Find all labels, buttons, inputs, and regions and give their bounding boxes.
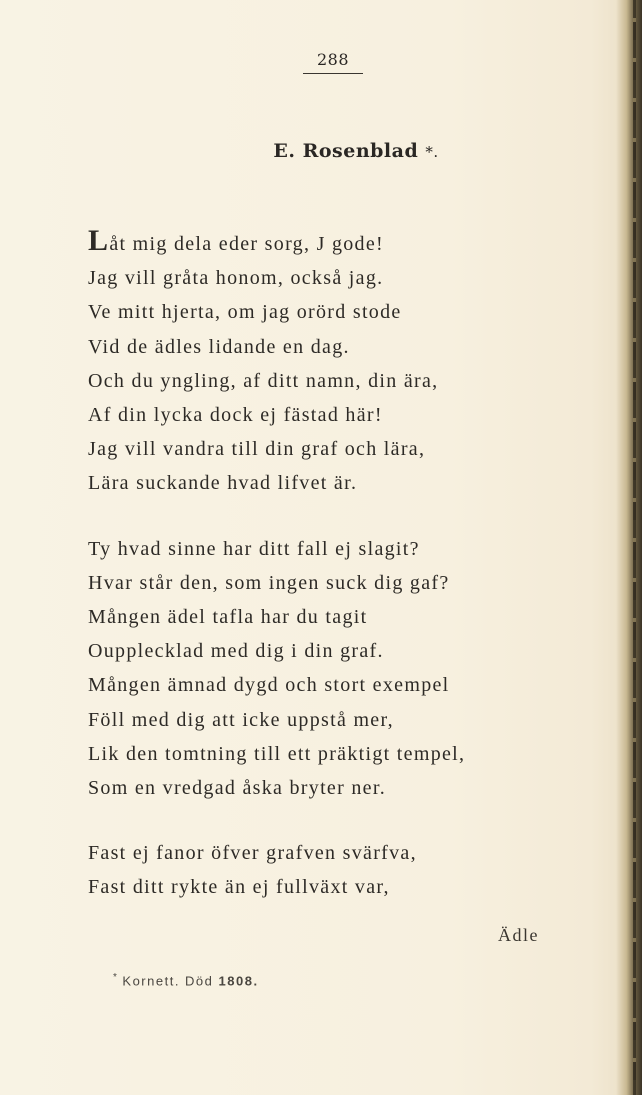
page-edge-shadow <box>616 0 642 1095</box>
poem-line: Föll med dig att icke uppstå mer, <box>88 708 394 731</box>
poem-line-rest: åt mig dela eder sorg, J gode! <box>109 233 384 255</box>
poem-line: Som en vredgad åska bryter ner. <box>88 777 386 800</box>
poem-line: Fast ej fanor öfver grafven svärfva, <box>88 842 417 865</box>
poem-line: Af din lycka dock ej fästad här! <box>88 404 383 427</box>
author-name: E. Rosenblad <box>273 140 419 162</box>
poem-line: Fast ditt rykte än ej fullväxt var, <box>88 876 390 899</box>
poem-line: Hvar står den, som ingen suck dig gaf? <box>88 571 450 594</box>
poem-line: Lära suckande hvad lifvet är. <box>88 472 358 495</box>
poem-line: Jag vill vandra till din graf och lära, <box>88 438 426 461</box>
poem-line: Mången ämnad dygd och stort exempel <box>88 674 450 697</box>
poem-line <box>88 224 588 261</box>
page-number-rule <box>303 73 363 74</box>
stanza <box>88 224 588 501</box>
catchword: Ädle <box>498 925 539 945</box>
poem-body <box>88 224 588 936</box>
poem-line: Vid de ädles lidande en dag. <box>88 335 350 358</box>
page-number: 288 <box>316 50 350 69</box>
stanza <box>88 836 588 904</box>
poem-line: Oupplecklad med dig i din graf. <box>88 640 384 663</box>
poem-line: Jag vill gråta honom, också jag. <box>88 267 384 290</box>
stanza <box>88 532 588 806</box>
poem-line: Och du yngling, af ditt namn, din ära, <box>88 369 439 392</box>
drop-cap: L <box>88 224 110 257</box>
footnote-year: 1808. <box>218 973 259 989</box>
poem-line: Mången ädel tafla har du tagit <box>88 606 368 629</box>
footnote-marker: *. <box>425 143 439 161</box>
poem-line: Ty hvad sinne har ditt fall ej slagit? <box>88 537 420 560</box>
footnote-text: Kornett. Död <box>122 973 214 989</box>
poem-heading <box>0 140 642 162</box>
poem-line: Ve mitt hjerta, om jag orörd stode <box>88 301 402 324</box>
poem-line: Lik den tomtning till ett präktigt tempel, <box>88 742 466 765</box>
footnote <box>113 972 259 988</box>
footnote-star: * <box>113 972 119 983</box>
